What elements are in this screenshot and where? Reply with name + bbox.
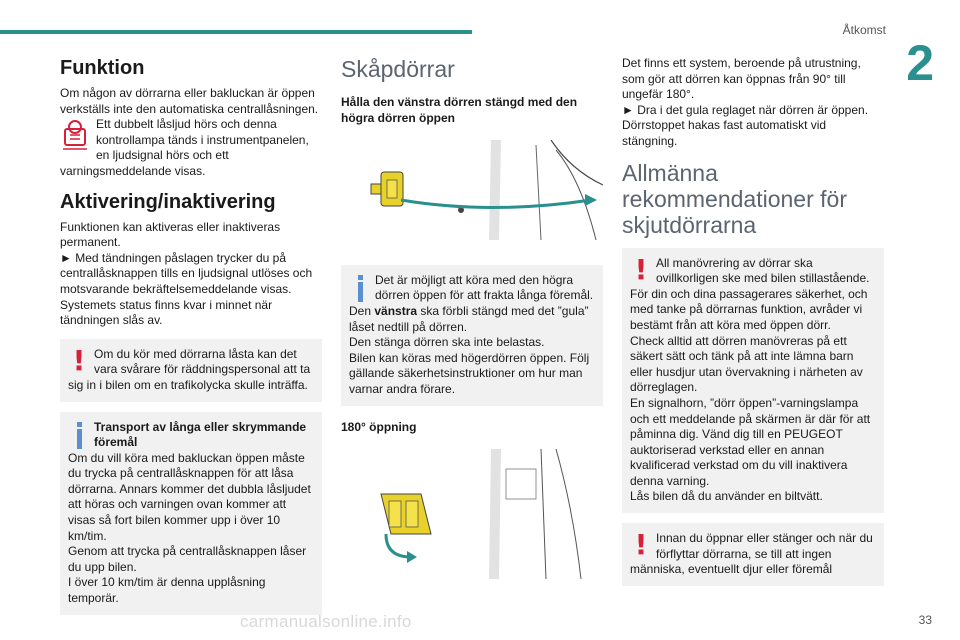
figure-180-opening-yellow-lever	[341, 449, 603, 579]
col3-paragraph-3: Dörrstoppet hakas fast automatiskt vid stängning.	[622, 118, 827, 148]
info-box-transport	[60, 412, 322, 615]
watermark: carmanualsonline.info	[240, 612, 412, 631]
column-1	[60, 56, 322, 625]
info-text-transport-3: I över 10 km/tim är denna upplåsning temporär.	[68, 575, 266, 606]
heading-skapdorrar: Skåpdörrar	[341, 56, 455, 82]
heading-funktion: Funktion	[60, 57, 145, 79]
info-title-transport: Transport av långa eller skrymmande föremål	[94, 419, 307, 450]
info-text-right-door-4: Bilen kan köras med högerdörren öppen. Följ gällande säkerhetsinstruktioner om hur man varnar andra förare.	[349, 350, 590, 396]
funktion-lamp-paragraph	[60, 117, 322, 179]
column-2	[341, 56, 603, 594]
subheading-halla-dorren: Hålla den vänstra dörren stängd med den högra dörren öppen	[341, 95, 578, 125]
page-number: 33	[918, 613, 932, 627]
warning-box-moving-doors	[622, 523, 884, 586]
top-accent-bar	[0, 30, 472, 34]
exclamation-icon: !	[634, 252, 648, 286]
info-text-right-door-1: Det är möjligt att köra med den högra dörren öppen för att frakta långa föremål.	[375, 272, 594, 303]
col3-paragraph-1: Det finns ett system, beroende på utrustning, som gör att dörren kan öppnas från 90° till ungefär 180°.	[622, 56, 861, 102]
column-3	[622, 56, 884, 596]
warning-text-sliding-5: Lås bilen då du använder en biltvätt.	[630, 489, 823, 504]
info-text-transport-1: Om du vill köra med bakluckan öppen måste du trycka på centrallåsknappen för att låsa dörrarna. Annars kommer det dubbla låsljudet att höras och varningen ovan kommer att visas så fort bilen kommer upp i över 10 km/tim.	[68, 450, 311, 543]
chapter-number: 2	[906, 35, 934, 91]
door-lock-warning-lamp-icon	[60, 119, 90, 153]
warning-box-sliding-doors	[622, 248, 884, 514]
heading-aktivering: Aktivering/inaktivering	[60, 190, 276, 213]
info-icon	[349, 273, 371, 303]
info-text-right-door-2: Den vänstra ska förbli stängd med det ”gula” låset nedtill på dörren.	[349, 303, 589, 334]
warning-text-sliding-4: En signalhorn, ”dörr öppen”-varningslampa och ett meddelande på skärmen är där för att påminna dig. Vänd dig till en PEUGEOT auktoriserad verkstad eller en annan kvalificerad verkstad om du vill inaktivera denna varning.	[630, 395, 871, 488]
heading-allmanna-rekommendationer: Allmänna rekommendationer för skjutdörrarna	[622, 159, 847, 238]
section-title: Åtkomst	[842, 23, 886, 37]
warning-text-sliding-3: Check alltid att dörren manövreras på ett säkert sätt och tänk på att inte lämna barn eller husdjur utan övervakning i närheten av dörreglagen.	[630, 333, 863, 395]
subheading-180-opening: 180° öppning	[341, 419, 417, 434]
warning-text-sliding-1: All manövrering av dörrar ska ovillkorligen ske med bilen stillastående.	[656, 255, 870, 286]
info-text-transport-2: Genom att trycka på centrallåsknappen låser du upp bilen.	[68, 544, 307, 574]
funktion-paragraph-1: Om någon av dörrarna eller bakluckan är öppen verkställs inte den automatiska centrallåsningen.	[60, 86, 319, 116]
warning-text-sliding-2: För din och dina passagerares säkerhet, och med tanke på dörrarnas funktion, avråder vi bestämt från att köra med öppen dörr.	[630, 286, 868, 332]
aktivering-paragraph-1: Funktionen kan aktiveras eller inaktiveras permanent.	[60, 219, 281, 250]
warning-text-moving: Innan du öppnar eller stänger och när du förflyttar dörrarna, se till att ingen människa, eventuellt djur eller föremål	[630, 531, 873, 577]
funktion-paragraph-2: Ett dubbelt låsljud hörs och denna kontrollampa tänds i instrumentpanelen, en ljudsignal hörs och ett varningsmeddelande visas.	[60, 117, 309, 178]
warning-box-locked-doors	[60, 339, 322, 402]
exclamation-icon: !	[72, 343, 86, 377]
figure-left-door-yellow-lock	[341, 140, 603, 240]
info-box-right-door-open	[341, 265, 603, 406]
aktivering-paragraph-2: ► Med tändningen påslagen trycker du på centrallåsknappen tills en ljudsignal utlöses och motsvarande bekräftelsemeddelande visas.	[60, 250, 313, 296]
exclamation-icon: !	[634, 528, 648, 562]
info-text-right-door-3: Den stänga dörren ska inte belastas.	[349, 335, 545, 350]
col3-paragraph-2: ► Dra i det gula reglaget när dörren är öppen.	[622, 102, 869, 117]
info-icon	[68, 420, 90, 450]
warning-text-locked-doors: Om du kör med dörrarna låsta kan det vara svårare för räddningspersonal att ta sig in i bilen om en trafikolycka skulle inträffa.	[68, 346, 311, 392]
aktivering-paragraph-3: Systemets status finns kvar i minnet när tändningen slås av.	[60, 297, 273, 328]
